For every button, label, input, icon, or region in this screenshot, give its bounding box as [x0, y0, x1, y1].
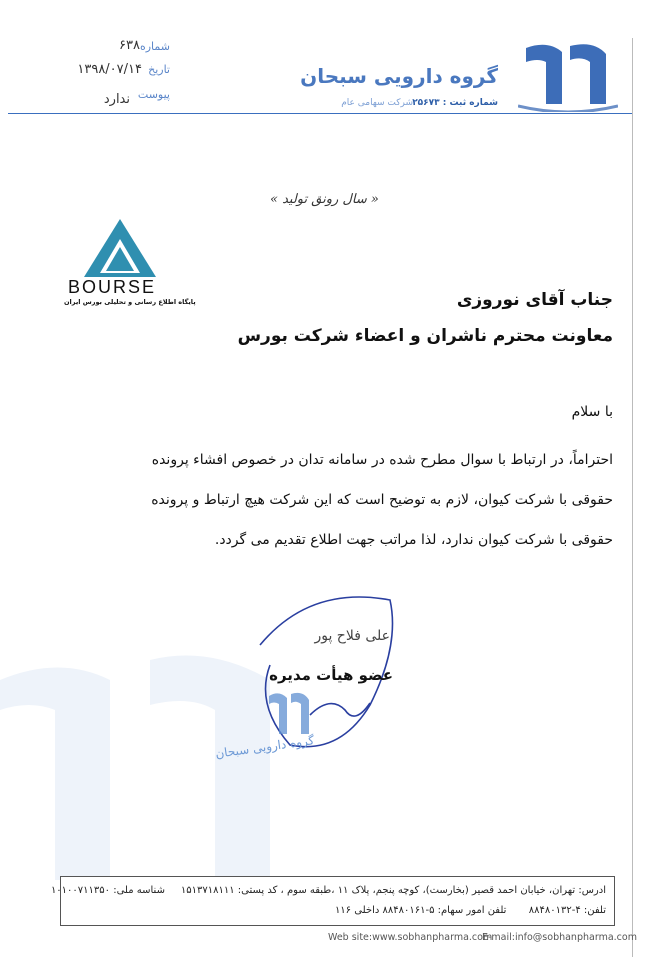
- footer-contact-box: [50, 876, 615, 926]
- footer-line-2: [69, 905, 606, 916]
- bourse-triangle-icon: [82, 217, 158, 279]
- footer-shareholders-phone: تلفن امور سهام: ۵-۸۸۴۸۰۱۶۱ داخلی ۱۱۶: [334, 905, 507, 916]
- year-slogan: « سال رونق تولید »: [270, 192, 379, 207]
- recipient-title: معاونت محترم ناشران و اعضاء شرکت بورس: [237, 326, 613, 346]
- company-brand: [300, 40, 618, 112]
- letter-body: [70, 440, 613, 560]
- signatory-position: عضو هیأت مدیره: [269, 666, 393, 684]
- body-line: حقوقی با شرکت کیوان ندارد، لذا مراتب جهت اطلاع تقدیم می گردد.: [214, 532, 613, 548]
- signatory-name: علی فلاح پور: [314, 628, 390, 644]
- stamp-text: گروه دارویی سبحان: [214, 733, 316, 761]
- page-border: [632, 38, 633, 957]
- letter-meta: [60, 38, 170, 110]
- footer-address: ادرس: تهران، خیابان احمد قصیر (بخارست)، کوچه پنجم، پلاک ۱۱ ،طبقه سوم ، کد پستی: ۱۵۱۳۷۱۸۱۱۱: [180, 885, 606, 896]
- stamp-logo-icon: [265, 690, 315, 740]
- footer-email[interactable]: E-mail:info@sobhanpharma.com: [482, 932, 637, 943]
- greeting: با سلام: [571, 404, 613, 420]
- header-rule: [8, 113, 633, 114]
- company-type: شرکت سهامی عام: [341, 98, 413, 108]
- company-stamp: [215, 690, 355, 780]
- footer-line-1: [50, 885, 606, 896]
- footer-national-id: شناسه ملی: ۱۰۱۰۰۷۱۱۳۵۰: [50, 885, 165, 896]
- body-line: حقوقی با شرکت کیوان، لازم به توضیح است که این شرکت هیچ ارتباط و پرونده: [151, 492, 613, 508]
- bourse-logo: [62, 205, 196, 311]
- attachment-label: پیوست: [137, 88, 170, 101]
- footer-phone: تلفن: ۴-۸۸۴۸۰۱۳۲: [528, 905, 606, 916]
- bourse-tagline: پایگاه اطلاع رسانی و تحلیلی بورس ایران: [64, 298, 196, 306]
- date-value: ۱۳۹۸/۰۷/۱۴: [77, 62, 142, 77]
- company-registration: شماره ثبت : ۲۵۶۷۳: [412, 98, 498, 108]
- date-label: تاریخ: [148, 63, 170, 76]
- number-label: شماره: [139, 40, 170, 53]
- number-value: ۶۳۸: [119, 38, 140, 53]
- recipient-name: جناب آقای نوروزی: [456, 290, 613, 310]
- bourse-wordmark: BOURSE: [68, 277, 157, 297]
- sobhan-logo-icon: [518, 40, 618, 112]
- footer-website[interactable]: Web site:www.sobhanpharma.com: [328, 932, 493, 943]
- attachment-value: ندارد: [103, 92, 130, 107]
- body-line: احتراماً، در ارتباط با سوال مطرح شده در سامانه تدان در خصوص افشاء پرونده: [151, 452, 613, 468]
- company-name: گروه دارویی سبحان: [300, 64, 498, 88]
